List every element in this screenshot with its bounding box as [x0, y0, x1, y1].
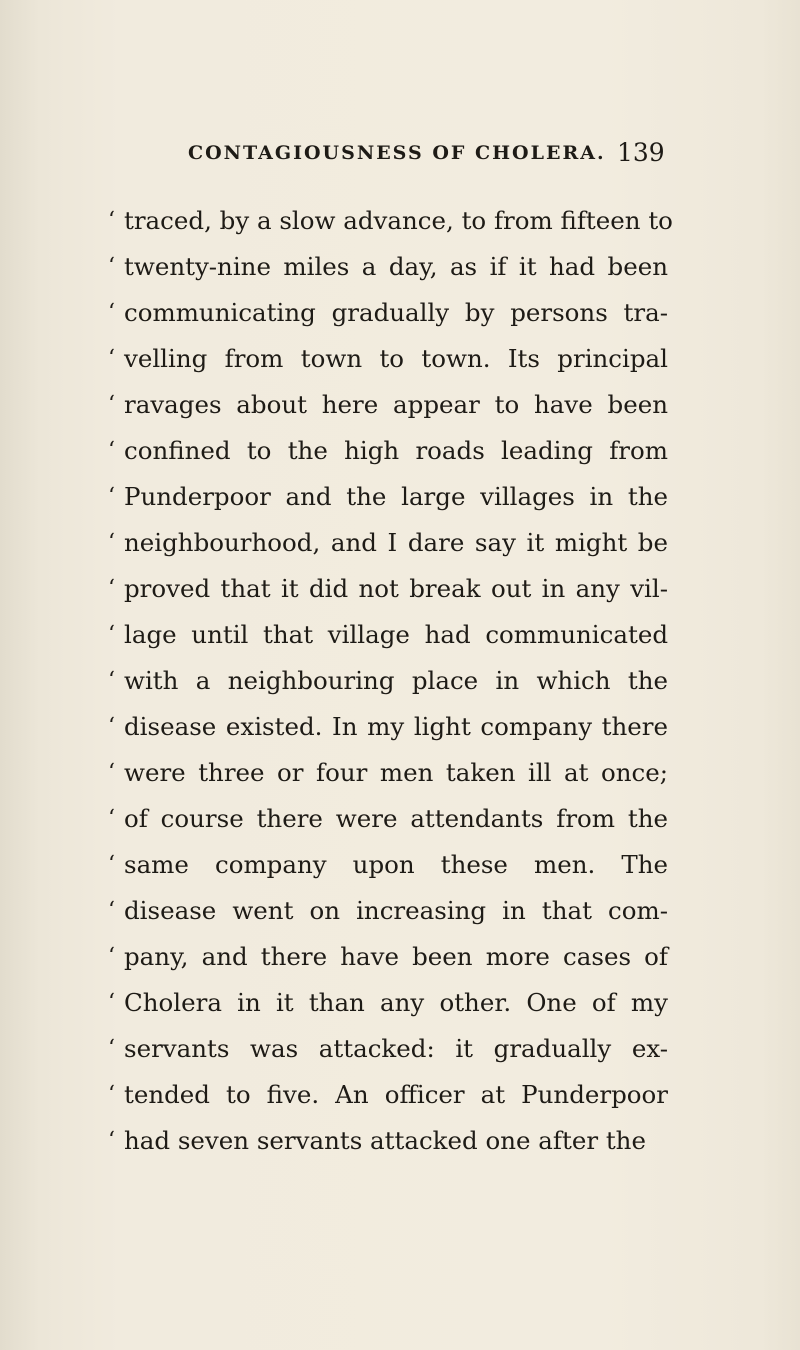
- quote-mark: ‘: [108, 990, 115, 1015]
- text-line: [108, 980, 668, 1026]
- line-text: disease went on increasing in that com-: [124, 896, 668, 925]
- quote-mark: ‘: [108, 852, 115, 877]
- line-text: communicating gradually by persons tra-: [124, 298, 668, 327]
- line-text: disease existed. In my light company there: [124, 712, 668, 741]
- quote-mark: ‘: [108, 714, 115, 739]
- line-text: same company upon these men. The: [124, 850, 668, 879]
- body-text: [108, 198, 673, 1164]
- quote-mark: ‘: [108, 438, 115, 463]
- text-line: [108, 658, 668, 704]
- quote-mark: ‘: [108, 208, 115, 233]
- line-text: were three or four men taken ill at once;: [124, 758, 668, 787]
- text-line: [108, 842, 668, 888]
- line-text: tended to five. An officer at Punderpoor: [124, 1080, 668, 1109]
- line-text: lage until that village had communicated: [124, 620, 668, 649]
- line-text: Punderpoor and the large villages in the: [124, 482, 668, 511]
- text-line: [108, 888, 668, 934]
- line-text: pany, and there have been more cases of: [124, 942, 668, 971]
- line-text: Cholera in it than any other. One of my: [124, 988, 668, 1017]
- text-line: [108, 198, 673, 244]
- line-text: velling from town to town. Its principal: [124, 344, 668, 373]
- quote-mark: ‘: [108, 530, 115, 555]
- quote-mark: ‘: [108, 484, 115, 509]
- line-text: servants was attacked: it gradually ex-: [124, 1034, 668, 1063]
- page-header: [0, 138, 800, 172]
- quote-mark: ‘: [108, 392, 115, 417]
- quote-mark: ‘: [108, 1082, 115, 1107]
- quote-mark: ‘: [108, 576, 115, 601]
- quote-mark: ‘: [108, 254, 115, 279]
- quote-mark: ‘: [108, 668, 115, 693]
- text-line: [108, 704, 668, 750]
- text-line: [108, 934, 668, 980]
- quote-mark: ‘: [108, 760, 115, 785]
- running-title: CONTAGIOUSNESS OF CHOLERA.: [188, 142, 606, 164]
- quote-mark: ‘: [108, 300, 115, 325]
- line-text: ravages about here appear to have been: [124, 390, 668, 419]
- text-line: [108, 290, 668, 336]
- text-line: [108, 474, 668, 520]
- text-line: [108, 1118, 668, 1164]
- line-text: confined to the high roads leading from: [124, 436, 668, 465]
- page-number: 139: [617, 138, 665, 167]
- quote-mark: ‘: [108, 1036, 115, 1061]
- line-text: twenty-nine miles a day, as if it had been: [124, 252, 668, 281]
- text-line: [108, 428, 668, 474]
- line-text: with a neighbouring place in which the: [124, 666, 668, 695]
- quote-mark: ‘: [108, 944, 115, 969]
- text-line: [108, 520, 668, 566]
- line-text: traced, by a slow advance, to from fifteen to: [124, 206, 673, 235]
- quote-mark: ‘: [108, 806, 115, 831]
- line-text: neighbourhood, and I dare say it might be: [124, 528, 668, 557]
- text-line: [108, 382, 668, 428]
- line-text: had seven servants attacked one after the: [124, 1126, 646, 1155]
- text-line: [108, 1026, 668, 1072]
- line-text: proved that it did not break out in any vil-: [124, 574, 668, 603]
- text-line: [108, 566, 668, 612]
- text-line: [108, 750, 668, 796]
- quote-mark: ‘: [108, 622, 115, 647]
- text-line: [108, 1072, 668, 1118]
- text-line: [108, 244, 668, 290]
- text-line: [108, 796, 668, 842]
- text-line: [108, 336, 668, 382]
- quote-mark: ‘: [108, 1128, 115, 1153]
- quote-mark: ‘: [108, 898, 115, 923]
- line-text: of course there were attendants from the: [124, 804, 668, 833]
- text-line: [108, 612, 668, 658]
- quote-mark: ‘: [108, 346, 115, 371]
